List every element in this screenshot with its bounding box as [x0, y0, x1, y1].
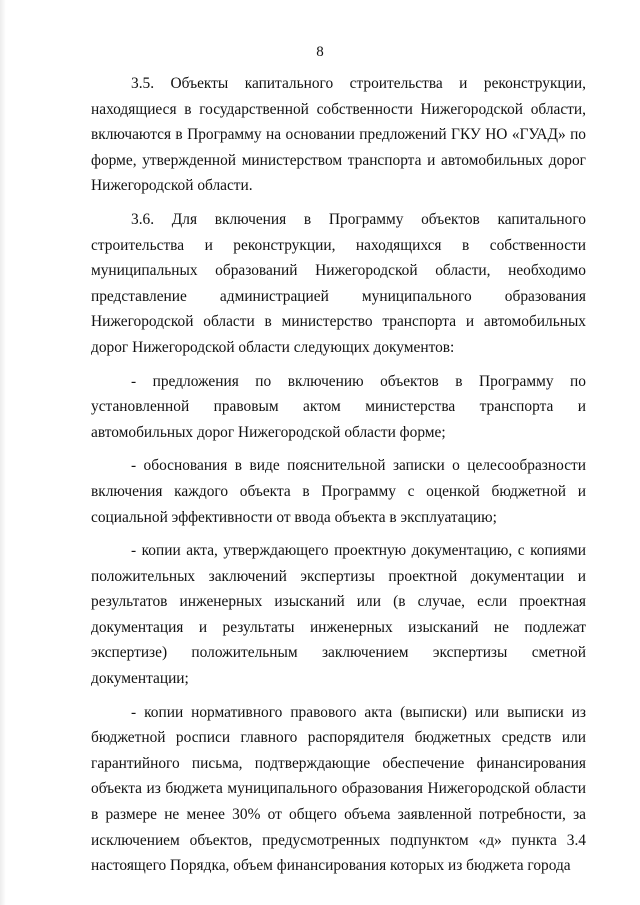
list-item-act-copies: - копии акта, утверждающего проектную документацию, с копиями положительных заключений экспертизы проектной документации и результатов инженерных изысканий или (в случае, если проектная документация и результаты инженерных изысканий не подлежат экспертизе) положительным заключением экспертизы сметной документации;: [91, 542, 586, 688]
paragraph-gap: [91, 530, 586, 538]
paragraph-gap: [91, 199, 586, 207]
document-body: [91, 71, 586, 879]
list-item-legal-act-copies: - копии нормативного правового акта (выписки) или выписки из бюджетной росписи главного распорядителя бюджетных средств или гарантийного письма, подтверждающие обеспечение финансирования объекта из бюджета муниципального образования Нижегородской области в размере не менее 30% от общего объема заявленной потребности, за исключением объектов, предусмотренных подпунктом «д» пункта 3.4 настоящего Порядка, объем финансирования которых из бюджета города: [91, 703, 586, 875]
paragraph-gap: [91, 361, 586, 369]
paragraph-3-5: 3.5. Объекты капитального строительства и реконструкции, находящиеся в государственной собственности Нижегородской области, включаются в Программу на основании предложений ГКУ НО «ГУАД» по форме, утвержденной министерством транспорта и автомобильных дорог Нижегородской области.: [91, 75, 586, 195]
list-item-justification: - обоснования в виде пояснительной записки о целесообразности включения каждого объекта в Программу с оценкой бюджетной и социальной эффективности от ввода объекта в эксплуатацию;: [91, 457, 586, 526]
paragraph-gap: [91, 445, 586, 453]
scan-edge-shadow: [0, 0, 6, 905]
paragraph-gap: [91, 692, 586, 700]
page-number: 8: [316, 44, 324, 60]
paragraph-3-6: 3.6. Для включения в Программу объектов капитального строительства и реконструкции, находящихся в собственности муниципальных образований Нижегородской области, необходимо представление администрацией муниципального образования Нижегородской области в министерство транспорта и автомобильных дорог Нижегородской области следующих документов:: [91, 210, 586, 356]
list-item-proposals: - предложения по включению объектов в Программу по установленной правовым актом министерства транспорта и автомобильных дорог Нижегородской области форме;: [91, 372, 586, 441]
